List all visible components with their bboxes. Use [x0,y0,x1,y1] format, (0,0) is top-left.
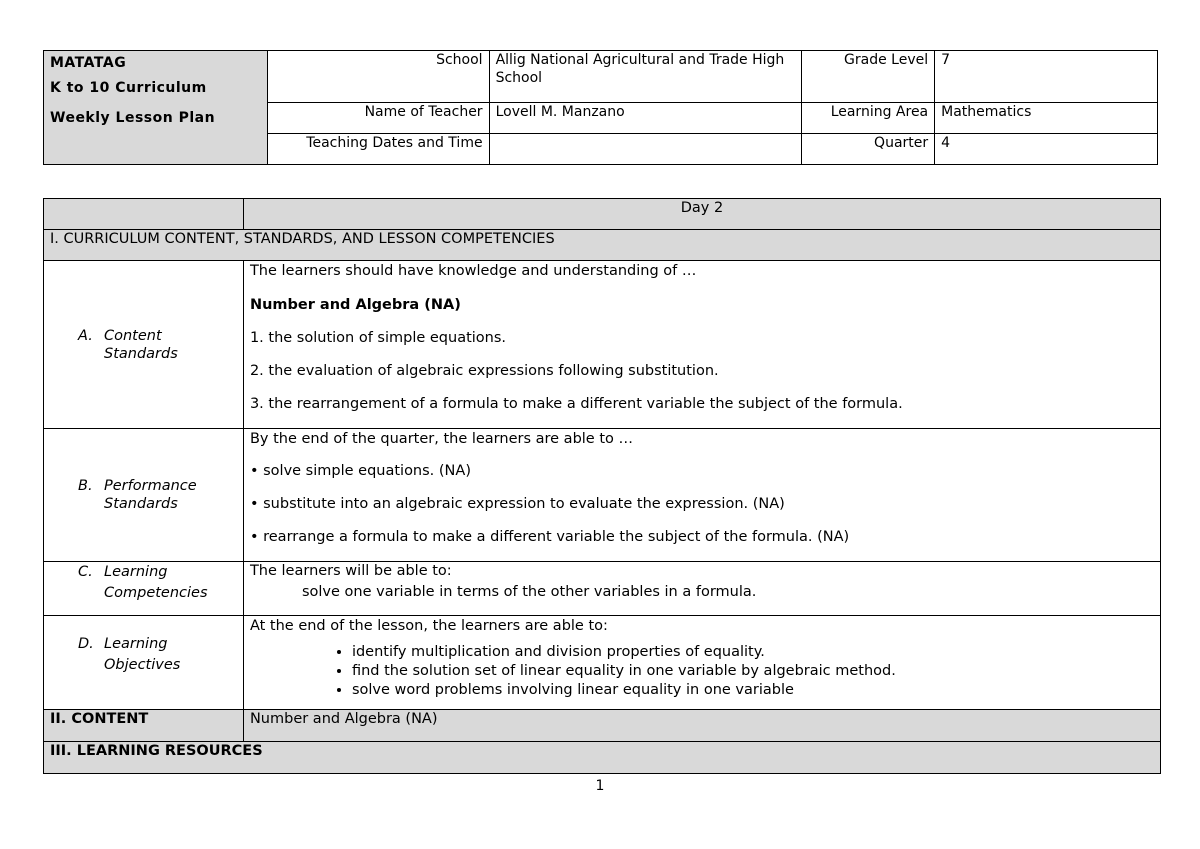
day-header-blank [44,199,244,230]
page-number: 1 [595,778,605,794]
content-label: II. CONTENT [44,710,244,742]
quarter-value: 4 [935,134,1158,165]
learning-objectives-intro: At the end of the lesson, the learners are able to: [249,618,608,634]
content-standard-item: 3. the rearrangement of a formula to make a different variable the subject of the formula. [249,396,903,412]
learning-objective-item: • solve word problems involving linear equality in one variable [352,681,1154,700]
performance-standards-label-text: Performance Standards [104,478,197,512]
learning-objectives-label [44,616,244,710]
learning-objectives-list [250,643,1154,700]
learning-resources-heading: III. LEARNING RESOURCES [44,742,1161,774]
school-label: School [267,51,489,103]
learning-objective-item: • find the solution set of linear equality in one variable by algebraic method. [352,662,1154,681]
content-standards-label [44,261,244,429]
teacher-label: Name of Teacher [267,103,489,134]
performance-standards-intro: By the end of the quarter, the learners are able to … [249,431,633,447]
content-standards-label-text: Content Standards [104,327,178,362]
grade-level-label: Grade Level [802,51,935,103]
performance-standards-letter: B. [78,478,93,494]
section-curriculum-text: I. CURRICULUM CONTENT, STANDARDS, AND LESSON COMPETENCIES [50,231,555,247]
section-curriculum-heading [44,230,1161,261]
teaching-dates-value [489,134,802,165]
performance-standard-item: • solve simple equations. (NA) [249,463,471,479]
performance-standards-label [44,429,244,562]
learning-competencies-letter: C. [78,564,93,580]
learning-objective-item: • identify multiplication and division properties of equality. [352,643,1154,662]
teaching-dates-label: Teaching Dates and Time [267,134,489,165]
title-line-3: Weekly Lesson Plan [50,110,216,126]
title-line-2: K to 10 Curriculum [50,80,207,96]
header-table [43,50,1158,165]
content-standards-cell [243,261,1160,429]
content-standards-heading: Number and Algebra (NA) [249,297,461,313]
learning-objectives-letter: D. [78,636,94,652]
lesson-plan-table [43,198,1161,774]
content-standard-item: 2. the evaluation of algebraic expressions following substitution. [249,363,719,379]
title-line-1: MATATAG [50,55,127,71]
teacher-value: Lovell M. Manzano [489,103,802,134]
learning-area-value: Mathematics [935,103,1158,134]
learning-competencies-label-text: Learning Competencies [104,564,208,601]
day-header: Day 2 [243,199,1160,230]
content-standards-intro: The learners should have knowledge and understanding of … [249,263,697,279]
content-value: Number and Algebra (NA) [243,710,1160,742]
learning-competency-item: solve one variable in terms of the other variables in a formula. [301,584,757,600]
performance-standard-item: • substitute into an algebraic expression to evaluate the expression. (NA) [249,496,785,512]
performance-standard-item: • rearrange a formula to make a different variable the subject of the formula. (NA) [249,529,850,545]
learning-competencies-label [44,562,244,616]
content-standards-letter: A. [78,327,93,344]
school-value: Allig National Agricultural and Trade High School [489,51,802,103]
grade-level-value: 7 [935,51,1158,103]
learning-objectives-label-text: Learning Objectives [104,636,181,673]
learning-competencies-intro: The learners will be able to: [249,563,452,579]
learning-competencies-cell [243,562,1160,616]
performance-standards-cell [243,429,1160,562]
content-standard-item: 1. the solution of simple equations. [249,330,507,346]
quarter-label: Quarter [802,134,935,165]
plan-title-cell [44,51,268,165]
learning-objectives-cell [243,616,1160,710]
learning-area-label: Learning Area [802,103,935,134]
